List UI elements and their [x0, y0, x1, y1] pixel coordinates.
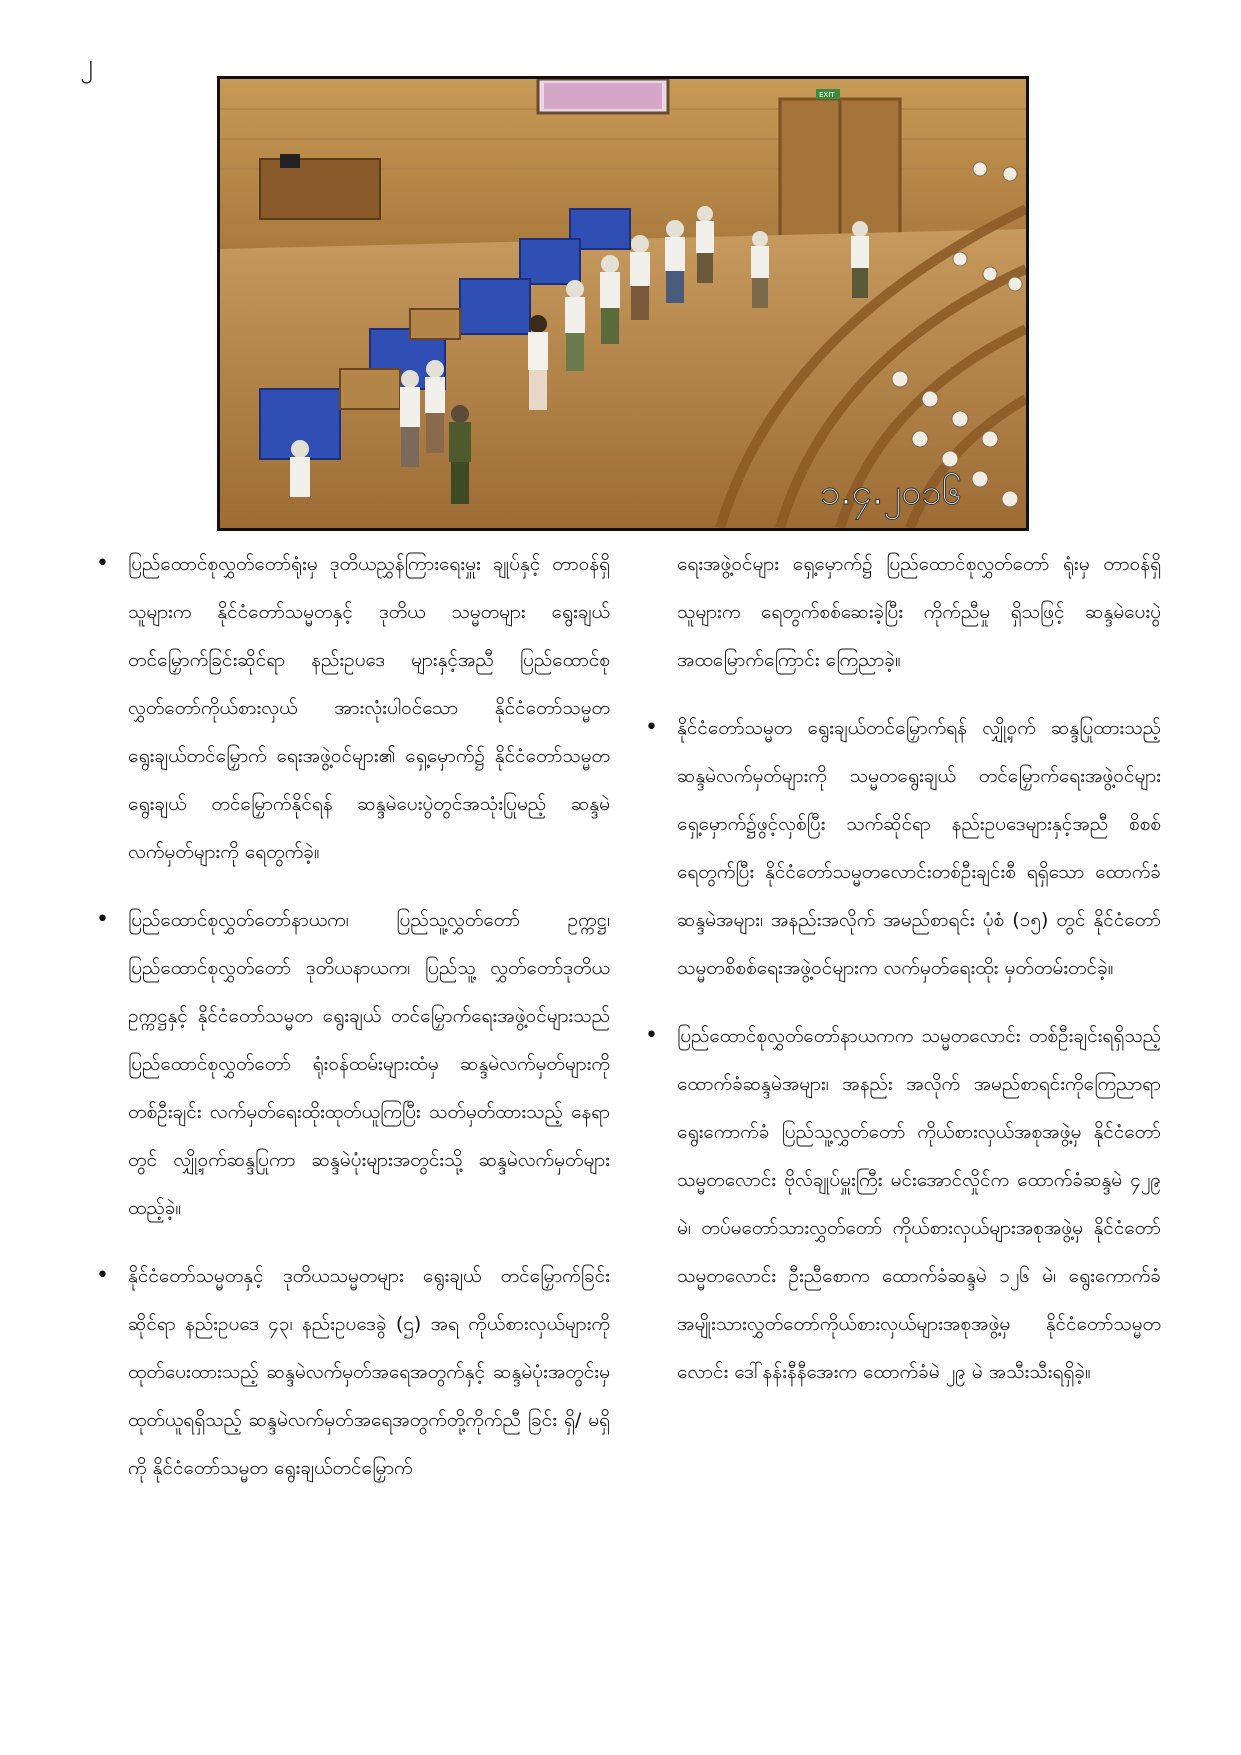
right-column — [641, 540, 1161, 1396]
bullet-paragraph — [92, 1252, 610, 1492]
left-column — [92, 540, 610, 1492]
bullet-icon: • — [645, 715, 658, 740]
paragraph-text: နိုင်ငံတော်သမ္မတနှင့် ဒုတိယသမ္မတများ ရွေးချယ် တင်မြှောက်ခြင်းဆိုင်ရာ နည်းဥပဒေ ၄၃၊ နည်းဥပဒေခွဲ (ဌ) အရ ကိုယ်စားလှယ်များကို ထုတ်ပေးထားသည့် ဆန္ဒမဲလက်မှတ်အရေအတွက်နှင့် ဆန္ဒမဲပုံးအတွင်းမှ ထုတ်ယူရရှိသည့် ဆန္ဒမဲလက်မှတ်အရေအတွက်တို့ကိုက်ညီ ခြင်း ရှိ/ မရှိကို နိုင်ငံတော်သမ္မတ ရွေးချယ်တင်မြှောက် — [128, 1265, 610, 1479]
paragraph-text: ပြည်ထောင်စုလွှတ်တော်နာယကက သမ္မတလောင်း တစ်ဦးချင်းရရှိသည့် ထောက်ခံဆန္ဒမဲအများ၊ အနည်း အလိုက် အမည်စာရင်းကိုကြေညာရာ ရွေးကောက်ခံ ပြည်သူ့လွှတ်တော် ကိုယ်စားလှယ်အစုအဖွဲ့မှ နိုင်ငံတော် သမ္မတလောင်း ဗိုလ်ချုပ်မှူးကြီး မင်းအောင်လှိုင်က ထောက်ခံဆန္ဒမဲ ၄၂၉ မဲ၊ တပ်မတော်သားလွှတ်တော် ကိုယ်စားလှယ်များအစုအဖွဲ့မှ နိုင်ငံတော်သမ္မတလောင်း ဦးညီစောက ထောက်ခံဆန္ဒမဲ ၁၂၆ မဲ၊ ရွေးကောက်ခံ အမျိုးသားလွှတ်တော်ကိုယ်စားလှယ်များအစုအဖွဲ့မှ နိုင်ငံတော်သမ္မတလောင်း ဒေါ်နန်းနီနီအေးက ထောက်ခံမဲ ၂၉ မဲ အသီးသီးရရှိခဲ့။ — [677, 1025, 1161, 1383]
paragraph-text: ပြည်ထောင်စုလွှတ်တော်ရုံးမှ ဒုတိယညွှန်ကြားရေးမှူး ချုပ်နှင့် တာဝန်ရှိသူများက နိုင်ငံတော်သမ္မတနှင့် ဒုတိယ သမ္မတများ ရွေးချယ်တင်မြှောက်ခြင်းဆိုင်ရာ နည်းဥပဒေ များနှင့်အညီ ပြည်ထောင်စုလွှတ်တော်ကိုယ်စားလှယ် အားလုံးပါဝင်သော နိုင်ငံတော်သမ္မတ ရွေးချယ်တင်မြှောက် ရေးအဖွဲ့ဝင်များ၏ ရှေ့မှောက်၌ နိုင်ငံတော်သမ္မတ ရွေးချယ် တင်မြှောက်နိုင်ရန် ဆန္ဒမဲပေးပွဲတွင်အသုံးပြုမည့် ဆန္ဒမဲ လက်မှတ်များကို ရေတွက်ခဲ့။ — [128, 553, 610, 863]
bullet-paragraph — [92, 896, 610, 1232]
bullet-paragraph — [641, 1012, 1161, 1396]
paragraph-text: ရေးအဖွဲ့ဝင်များ ရှေ့မှောက်၌ ပြည်ထောင်စုလွှတ်တော် ရုံးမှ တာဝန်ရှိသူများက ရေတွက်စစ်ဆေးခဲ့ပြီး ကိုက်ညီမှု ရှိသဖြင့် ဆန္ဒမဲပေးပွဲ အထမြောက်ကြောင်း ကြေညာခဲ့။ — [677, 553, 1161, 671]
paragraph-text: ပြည်ထောင်စုလွှတ်တော်နာယက၊ ပြည်သူ့လွှတ်တော် ဥက္ကဋ္ဌ၊ ပြည်ထောင်စုလွှတ်တော် ဒုတိယနာယက၊ ပြည်သူ့ လွှတ်တော်ဒုတိယဥက္ကဋ္ဌနှင့် နိုင်ငံတော်သမ္မတ ရွေးချယ် တင်မြှောက်ရေးအဖွဲ့ဝင်များသည် ပြည်ထောင်စုလွှတ်တော် ရုံးဝန်ထမ်းများထံမှ ဆန္ဒမဲလက်မှတ်များကို တစ်ဦးချင်း လက်မှတ်ရေးထိုးထုတ်ယူကြပြီး သတ်မှတ်ထားသည့် နေရာတွင် လျှို့ဝှက်ဆန္ဒပြုကာ ဆန္ဒမဲပုံးများအတွင်းသို့ ဆန္ဒမဲလက်မှတ်များထည့်ခဲ့။ — [128, 909, 610, 1219]
exit-sign: EXIT — [819, 91, 835, 99]
parliament-voting-photo — [217, 76, 1029, 531]
bullet-paragraph — [92, 540, 610, 876]
bullet-icon: • — [645, 1023, 658, 1048]
bullet-paragraph — [641, 704, 1161, 992]
date-stamp: ၁.၄.၂၀၁၆ — [820, 472, 962, 513]
page-number: ၂ — [80, 48, 93, 78]
paragraph-text: နိုင်ငံတော်သမ္မတ ရွေးချယ်တင်မြှောက်ရန် လျှို့ဝှက် ဆန္ဒပြုထားသည့် ဆန္ဒမဲလက်မှတ်များကို သမ္မတရွေးချယ် တင်မြှောက်ရေးအဖွဲ့ဝင်များ ရှေ့မှောက်၌ဖွင့်လှစ်ပြီး သက်ဆိုင်ရာ နည်းဥပဒေများနှင့်အညီ စိစစ်ရေတွက်ပြီး နိုင်ငံတော်သမ္မတလောင်းတစ်ဦးချင်းစီ ရရှိသော ထောက်ခံဆန္ဒမဲအများ၊ အနည်းအလိုက် အမည်စာရင်း ပုံစံ (၁၅) တွင် နိုင်ငံတော်သမ္မတစိစစ်ရေးအဖွဲ့ဝင်များက လက်မှတ်ရေးထိုး မှတ်တမ်းတင်ခဲ့။ — [677, 717, 1161, 979]
continued-paragraph — [641, 540, 1161, 684]
bullet-icon: • — [96, 1263, 109, 1288]
bullet-icon: • — [96, 551, 109, 576]
bullet-icon: • — [96, 907, 109, 932]
